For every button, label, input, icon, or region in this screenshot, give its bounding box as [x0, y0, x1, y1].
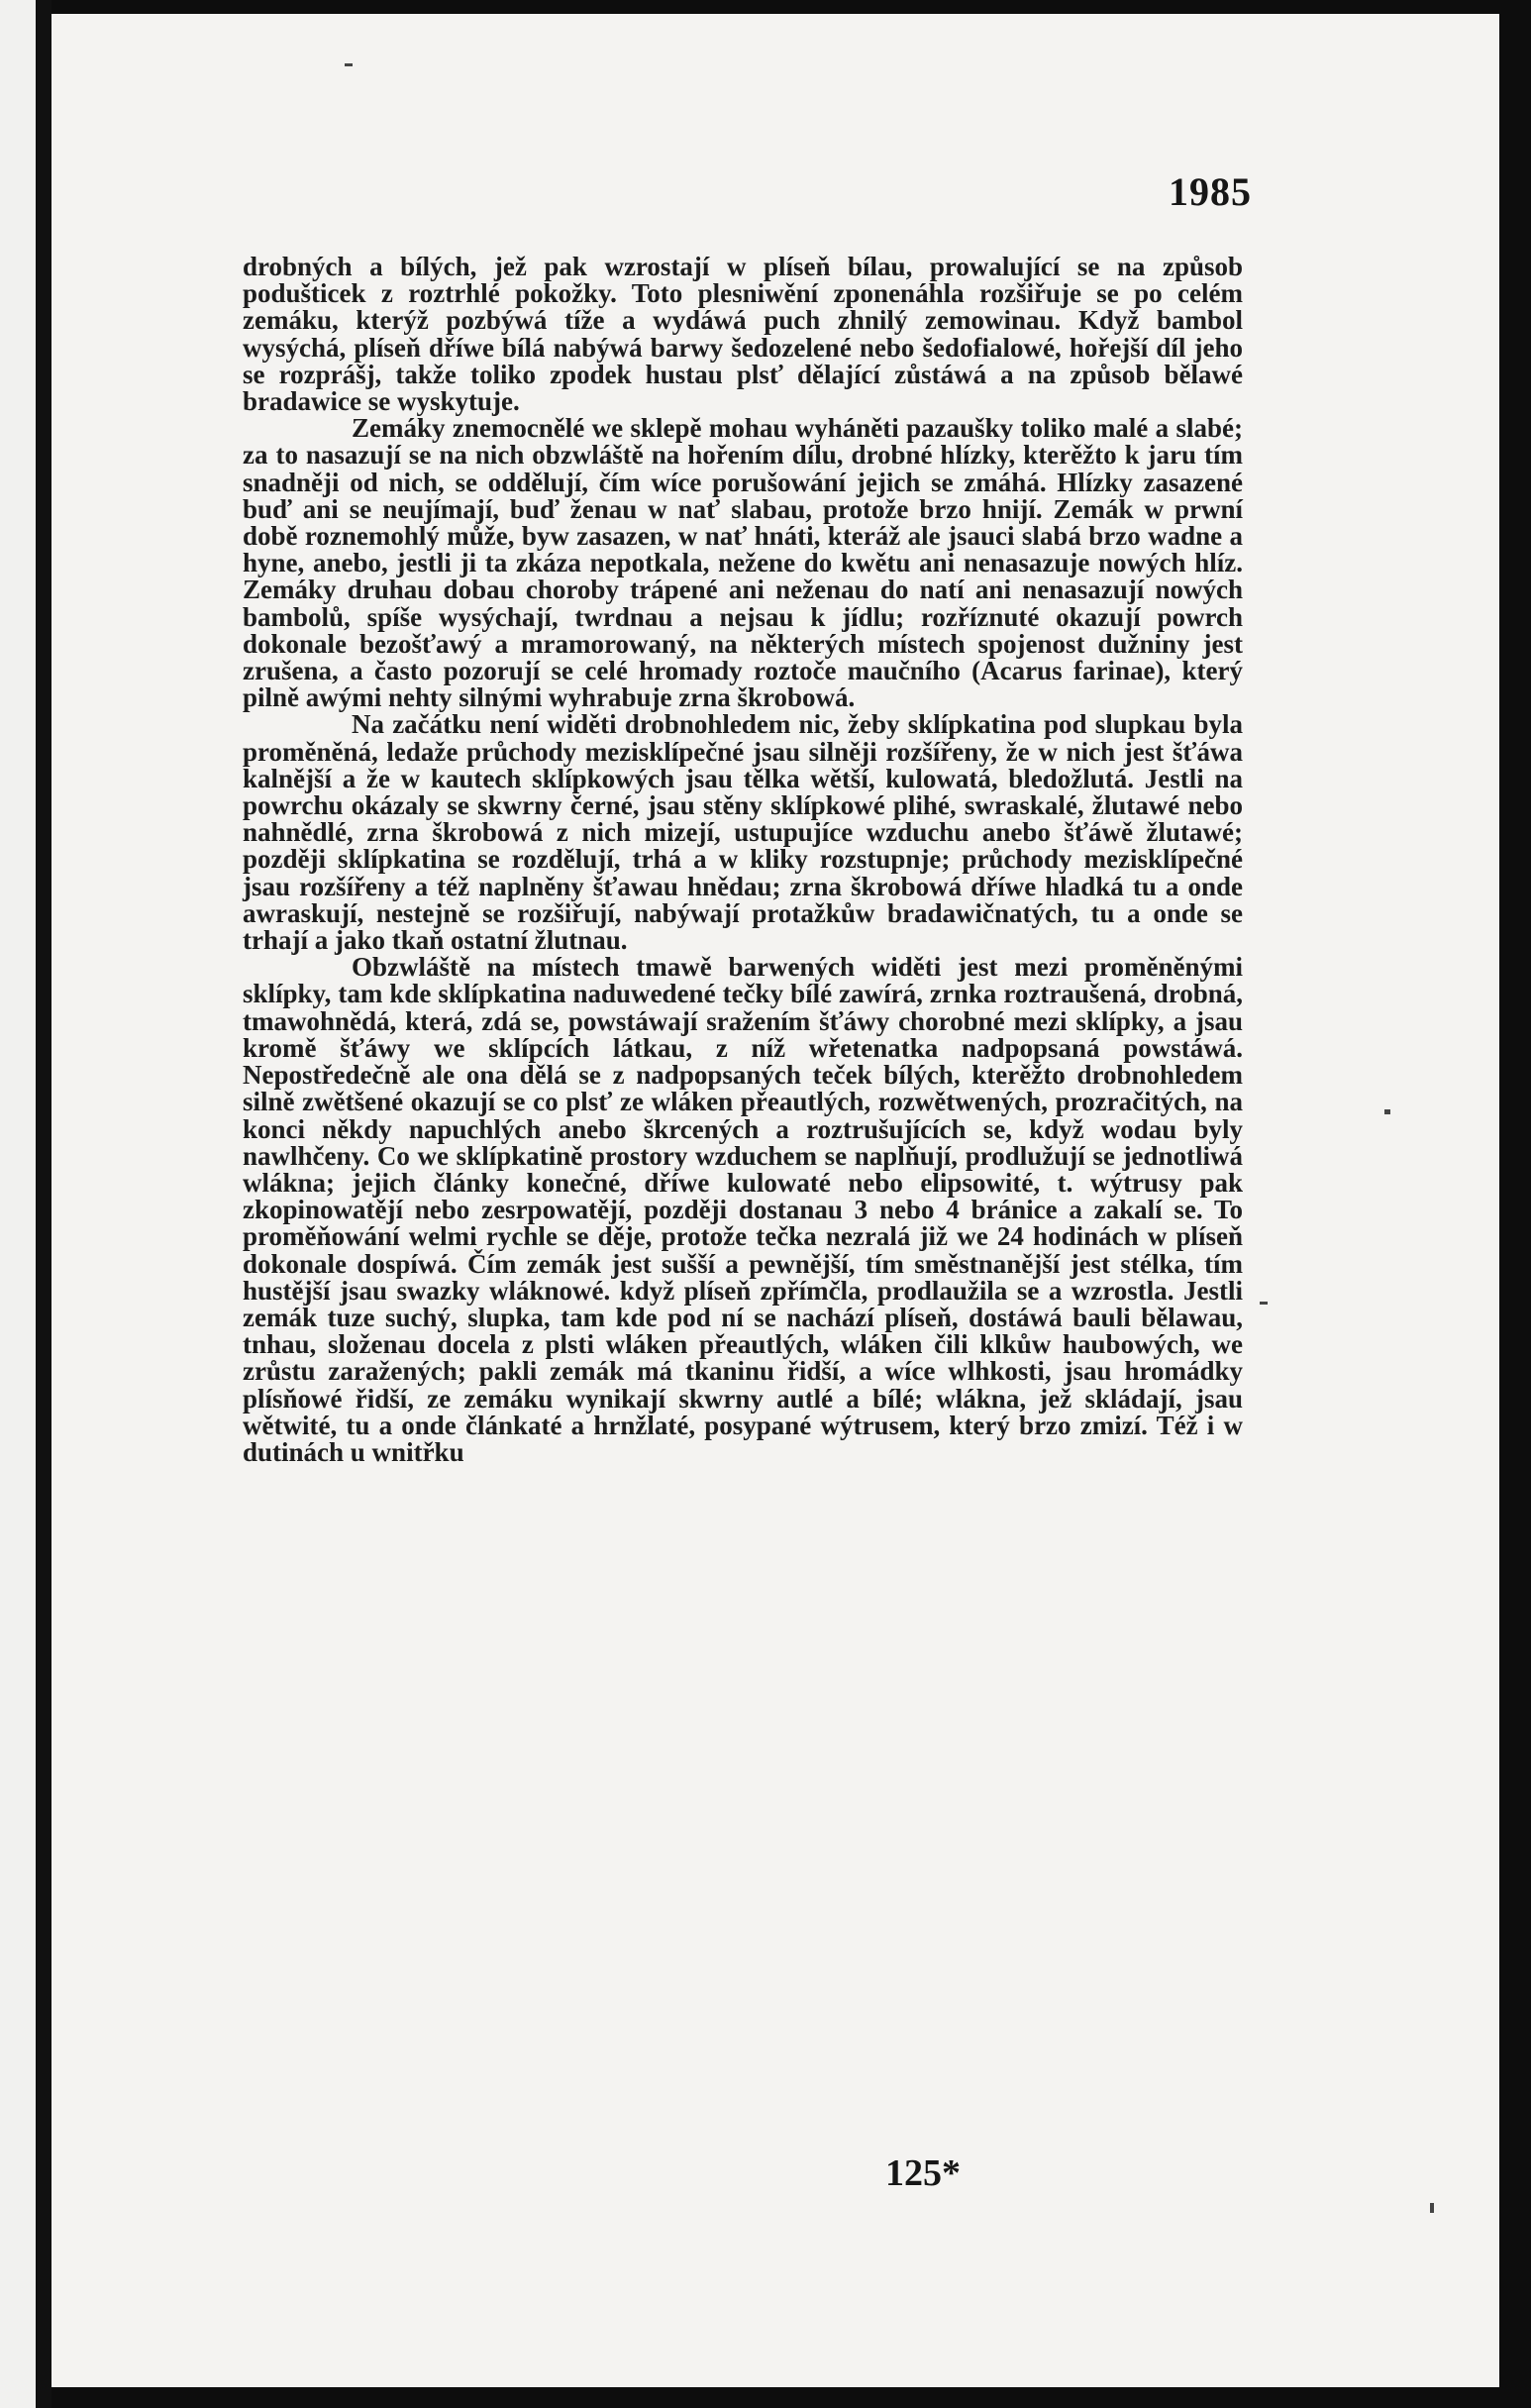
scan-speck [1430, 2203, 1434, 2213]
book-page [51, 14, 1499, 2387]
paragraph-3: Na začátku není widěti drobnohledem nic, žeby sklípkatina pod slupkau byla proměněná, ledaže průchody mezisklípečné jsau silněji rozšířeny, že w nich jest šťáwa kalnější a že w kautech sklípkowých jsau tělka wětší, kulowatá, bledožlutá. Jestli na powrchu okázaly se skwrny černé, jsau stěny sklípkowé plihé, swraskalé, žlutawé nebo nahnědlé, zrna škrobowá z nich mizejí, ustupujíce wzduchu anebo šťáwě žlutawé; později sklípkatina se rozdělují, trhá a w kliky rozstupnje; průchody mezisklípečné jsau rozšířeny a též naplněny šťawau hnědau; zrna škrobowá dříwe hladká tu a onde awraskují, nestejně se rozšiřují, nabýwají protažkůw bradawičnatých, tu a onde se trhají a jako tkaň ostatní žlutnau. [243, 709, 1243, 956]
paragraph-1: drobných a bílých, jež pak wzrostají w plíseň bílau, prowalující se na způsob podušticek z roztrhlé pokožky. Toto plesniwění zponenáhla rozšiřuje se po celém zemáku, kterýž pozbýwá tíže a wydáwá puch zhnilý zemowinau. Když bambol wysýchá, plíseň dříwe bílá nabýwá barwy šedozelené nebo šedofialowé, hořejší díl jeho se rozprášj, takže toliko zpodek hustau plsť dělající zůstáwá a na způsob bělawé bradawice se wyskytuje. [243, 252, 1243, 417]
scan-speck [1384, 1109, 1390, 1114]
scan-speck [345, 63, 353, 66]
signature-mark: 125* [885, 2152, 961, 2194]
scan-left-edge [0, 0, 36, 2408]
paragraph-4: Obzwláště na místech tmawě barwených widěti jest mezi proměněnými sklípky, tam kde sklípkatina naduwedené tečky bílé zawírá, zrnka roztraušená, drobná, tmawohnědá, která, zdá se, powstáwají sražením šťáwy chorobné mezi sklípky, a jsau kromě šťáwy we sklípcích látkau, z níž wřetenatka nadpopsaná powstáwá. Nepostředečně ale ona dělá se z nadpopsaných teček bílých, kterěžto drobnohledem silně zwětšené okazují se co plsť ze wláken přeautlých, rozwětwených, prozračitých, na konci někdy napuchlých anebo škrcených a roztrušujících se, když wodau byly nawlhčeny. Co we sklípkatině prostory wzduchem se naplňují, prodlužují se jednotliwá wlákna; jejich články konečné, dříwe kulowaté nebo elipsowité, t. wýtrusy pak zkopinowatějí nebo zesrpowatějí, později dostanau 3 nebo 4 bránice a zakalí se. To proměňowání welmi rychle se děje, protože tečka nezralá již we 24 hodinách w plíseň dokonale dospíwá. Čím zemák jest sušší a pewnější, tím směstnanější jest stélka, tím hustější jsau swazky wláknowé. když plíseň zpřímčla, prodlaužila se a wzrostla. Jestli zemák tuze suchý, slupka, tam kde pod ní se nachází plíseň, dostáwá bauli bělawau, tnhau, složenau docela z plsti wláken přeautlých, wláken čili klkůw haubowých, we zrůstu zaražených; pakli zemák má tkaninu řidší, a wíce wlhkosti, jsau hromádky plísňowé řidší, ze zemáku wynikají skwrny autlé a bílé; wlákna, jež skládají, jsau wětwité, tu a onde článkaté a hrnžlaté, posypané wýtrusem, který brzo zmizí. Též i w dutinách u wnitřku [243, 952, 1243, 1467]
paragraph-2: Zemáky znemocnělé we sklepě mohau wyháněti pazaušky toliko malé a slabé; za to nasazují se na nich obzwláště na hořením dílu, drobné hlízky, kterěžto k jaru tím snadněji od nich, se oddělují, čím wíce porušowání jejich se zmáhá. Hlízky zasazené buď ani se neujímají, buď ženau w nať slabau, protože brzo hnijí. Zemák w prwní době roznemohlý může, byw zasazen, w nať hnáti, kteráž ale jsauci slabá brzo wadne a hyne, anebo, jestli ji ta zkáza nepotkala, nežene do kwětu ani nenasazuje nowých hlíz. Zemáky druhau dobau choroby trápené ani neženau do natí ani nenasazují nowých bambolů, spíše wysýchají, twrdnau a nejsau k jídlu; rozříznuté okazují powrch dokonale bezošťawý a mramorowaný, na některých místech spojenost dužniny jest zrušena, a často pozorují se celé hromady roztoče maučního (Acarus farinae), který pilně awými nehty silnými wyhrabuje zrna škrobowá. [243, 413, 1243, 713]
body-text [243, 254, 1243, 1466]
scan-speck [1260, 1302, 1268, 1305]
page-number: 1985 [1169, 169, 1252, 214]
scan-gutter [36, 0, 51, 2408]
